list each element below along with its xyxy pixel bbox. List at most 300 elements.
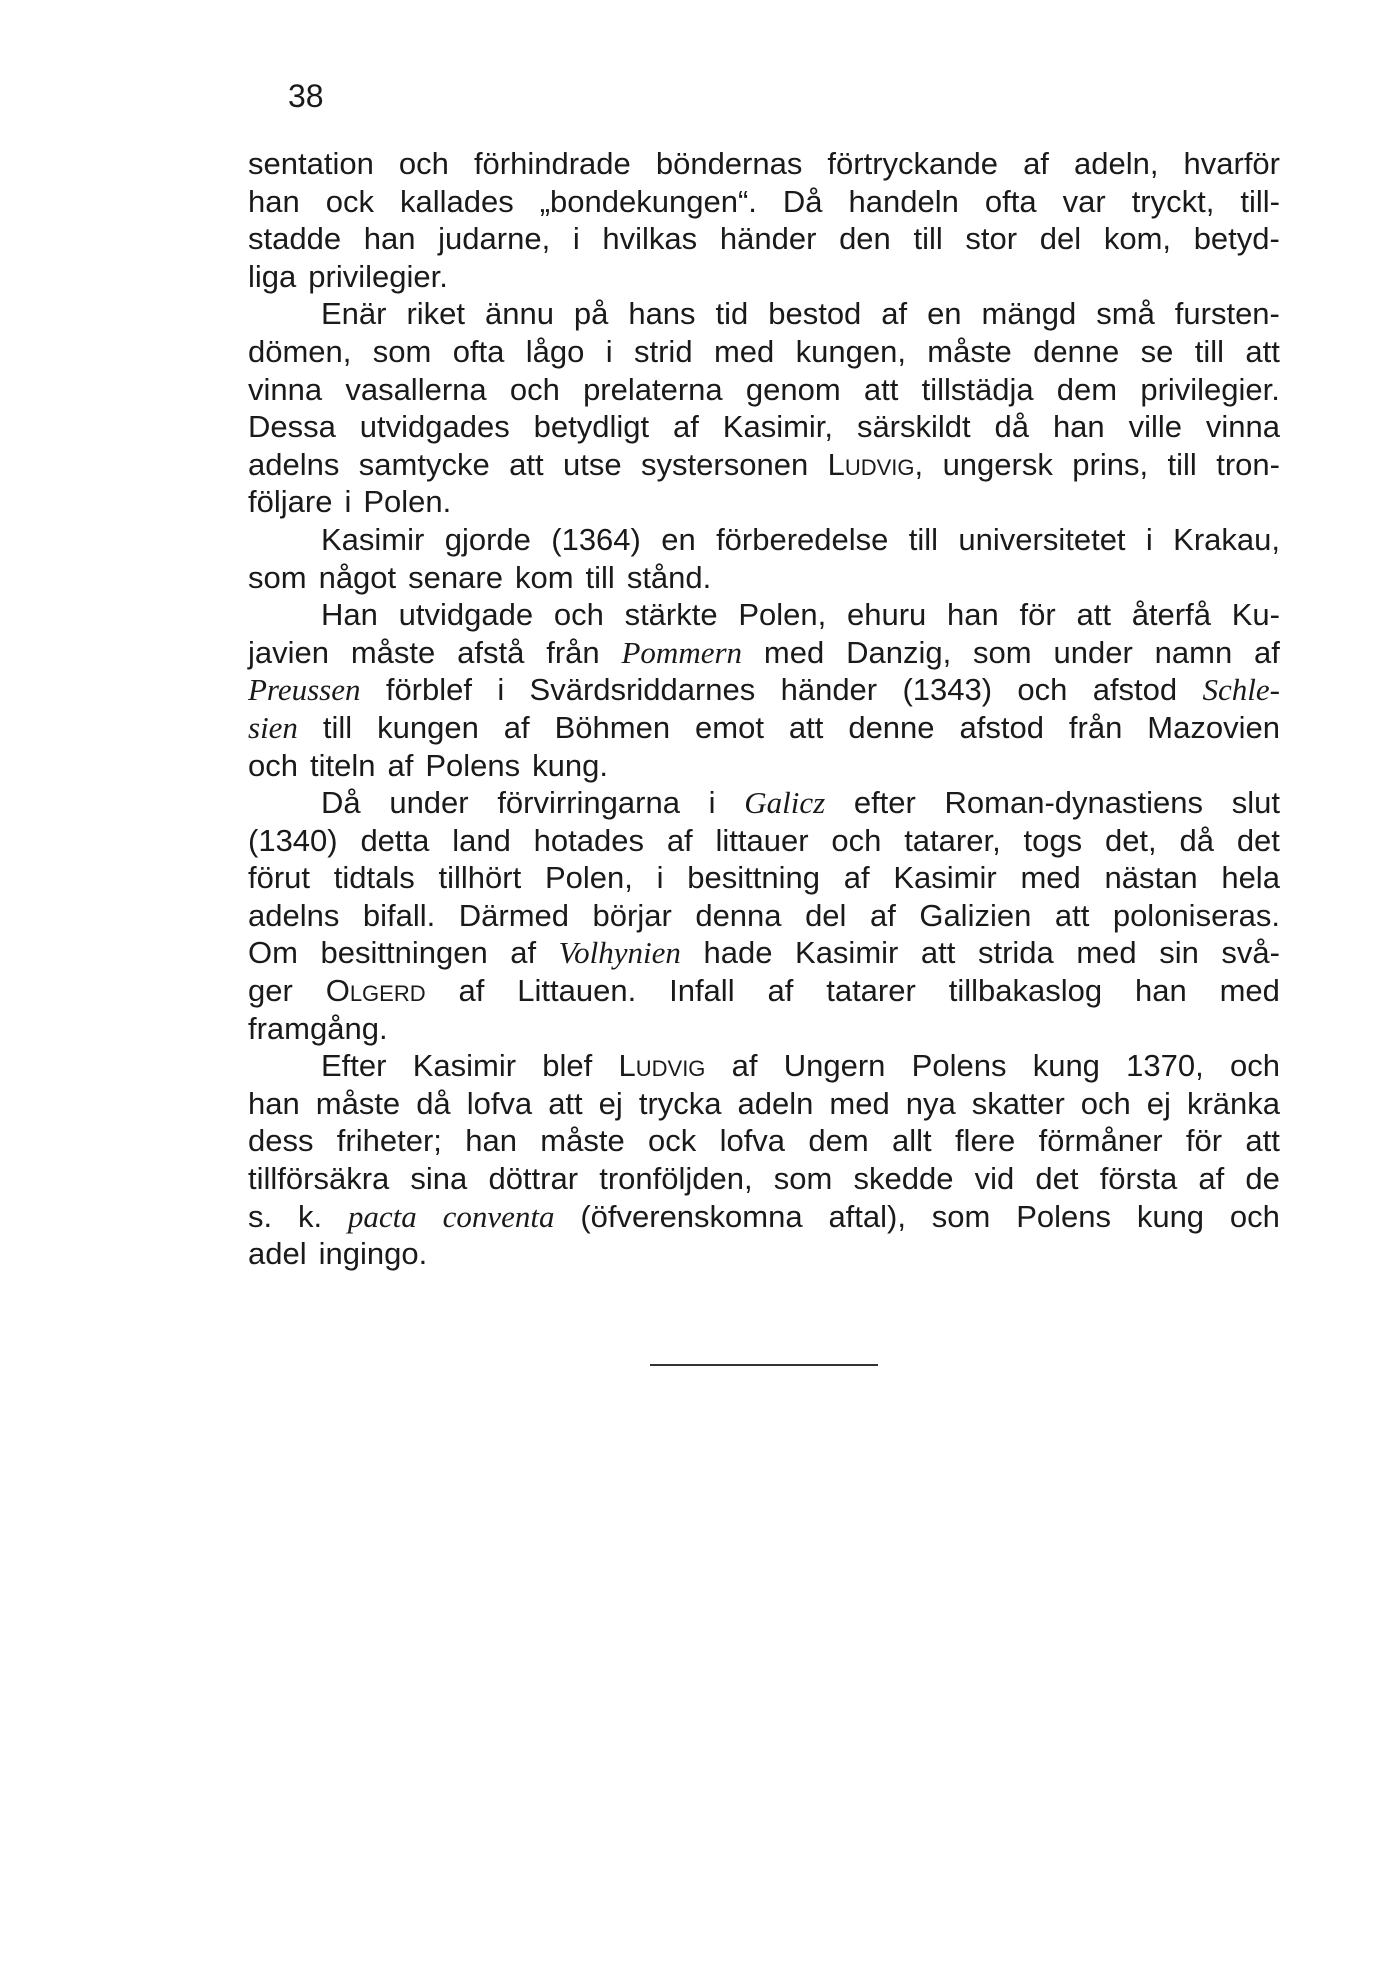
small-caps-name: Ludvig: [618, 1048, 706, 1084]
word: och: [1017, 672, 1068, 708]
text-line: [248, 145, 1280, 183]
text-line: [248, 1235, 1280, 1273]
word: dem: [808, 1123, 869, 1159]
word: Krakau,: [1173, 521, 1280, 557]
word: hotades: [533, 822, 644, 858]
page-number: 38: [288, 78, 324, 114]
word: och: [1229, 1198, 1280, 1234]
word: k.: [297, 1198, 323, 1234]
word: denna: [695, 897, 782, 933]
word: Roman-dynastiens: [944, 785, 1204, 821]
word: hela: [1221, 860, 1280, 896]
word: första: [1099, 1161, 1178, 1197]
word: framgång.: [248, 1010, 388, 1046]
text-line: [248, 822, 1280, 860]
word: dem: [1056, 371, 1118, 407]
word: Enär: [321, 296, 387, 332]
text-line: [248, 859, 1280, 897]
word: i: [656, 860, 664, 896]
word: Efter: [321, 1048, 387, 1084]
text-line: [248, 408, 1280, 446]
word: utse: [563, 446, 622, 482]
word: som: [248, 559, 307, 595]
word: af: [503, 709, 530, 745]
word: med: [1076, 935, 1137, 971]
word: stånd.: [626, 559, 712, 595]
word: till-: [1240, 183, 1280, 219]
word: tillbakaslog: [948, 973, 1103, 1009]
word: af: [1198, 1161, 1225, 1197]
word: slut: [1231, 785, 1280, 821]
word: förtryckande: [827, 146, 998, 181]
word: denne: [848, 709, 935, 745]
word: stor: [965, 221, 1018, 257]
word: att: [509, 446, 544, 482]
word: s.: [248, 1198, 273, 1234]
word: han: [363, 221, 416, 257]
word: ock: [325, 183, 374, 219]
word: det: [1035, 1161, 1079, 1197]
word: littauer: [715, 822, 809, 858]
word: och: [248, 747, 298, 783]
word: af: [387, 747, 414, 783]
word: till: [322, 709, 353, 745]
word: hvarför: [1183, 146, 1280, 181]
word: af: [843, 860, 870, 896]
word: små: [1096, 296, 1155, 332]
word: nästan: [1104, 860, 1198, 896]
text-line: [248, 521, 1280, 559]
text-line: [248, 709, 1280, 747]
word: af: [869, 897, 896, 933]
word: Kasimir: [321, 521, 425, 557]
word: att: [1245, 333, 1280, 369]
word: besittning: [687, 860, 820, 896]
word: vinna: [1205, 409, 1280, 445]
word: stärkte: [624, 597, 718, 633]
word: var: [1062, 183, 1106, 219]
word: lofva: [466, 1085, 533, 1121]
word: som: [372, 333, 432, 369]
word: till: [585, 559, 615, 595]
word: ofta: [452, 333, 505, 369]
word: Ungern: [783, 1048, 886, 1084]
word: skedde: [853, 1161, 954, 1197]
word: hans: [628, 296, 696, 332]
word: förblef: [385, 672, 472, 708]
word: ingingo.: [318, 1236, 428, 1272]
word: gjorde: [444, 521, 531, 557]
word: då: [1179, 822, 1214, 858]
text-line: [248, 295, 1280, 333]
word: nya: [905, 1085, 956, 1121]
word: Littauen.: [517, 973, 637, 1009]
word: af: [767, 973, 794, 1009]
word: som: [931, 1198, 991, 1234]
word: och: [398, 146, 449, 181]
word: och: [831, 822, 882, 858]
word: dömen,: [248, 333, 352, 369]
word: att: [548, 1085, 583, 1121]
word: vinna: [248, 371, 323, 407]
word: att: [1076, 597, 1111, 633]
word: hade: [703, 935, 773, 971]
word: kungen,: [795, 333, 906, 369]
word: (1343): [902, 672, 993, 708]
word: från: [546, 634, 600, 670]
word: den: [839, 221, 891, 257]
word: Polens: [425, 747, 521, 783]
text-line: [248, 371, 1280, 409]
word: kungen: [377, 709, 479, 745]
word: tillförsäkra: [248, 1161, 390, 1197]
end-rule: [650, 1364, 878, 1366]
word: afstod: [1092, 672, 1178, 708]
word: trycka: [638, 1085, 722, 1121]
word: tryckt,: [1131, 183, 1215, 219]
text-line: [248, 972, 1280, 1010]
word: som: [773, 1161, 833, 1197]
word: judarne,: [438, 221, 551, 257]
word: Polen,: [738, 597, 827, 633]
word: han: [465, 1123, 517, 1159]
word: på: [573, 296, 609, 332]
word: fursten-: [1174, 296, 1280, 332]
word: blef: [542, 1048, 593, 1084]
word: Då: [782, 183, 823, 219]
word: förut: [248, 860, 311, 896]
word: tronföljden,: [599, 1161, 753, 1197]
word: del: [805, 897, 847, 933]
word: att: [863, 371, 899, 407]
word: (1364): [551, 521, 641, 557]
word: namn: [1154, 634, 1233, 670]
word: handeln: [848, 183, 959, 219]
word: ock: [648, 1123, 697, 1159]
word: flere: [954, 1123, 1016, 1159]
word: följare: [248, 484, 333, 520]
word: Polen,: [544, 860, 633, 896]
word: återfå: [1131, 597, 1211, 633]
text-line: [248, 671, 1280, 709]
word: till: [908, 521, 939, 557]
text-line: [248, 634, 1280, 672]
word: poloniseras.: [1112, 897, 1280, 933]
word: Polens: [911, 1048, 1007, 1084]
word: med: [1219, 973, 1280, 1009]
word: af: [673, 409, 699, 445]
word: börjar: [592, 897, 672, 933]
word: tatarer: [826, 973, 916, 1009]
word: Om: [248, 935, 298, 971]
word: af: [458, 973, 485, 1009]
word: bestod: [768, 296, 862, 332]
word: allt: [891, 1123, 932, 1159]
word: utvidgades: [359, 409, 510, 445]
word: tidtals: [333, 860, 415, 896]
text-line: [248, 1047, 1280, 1085]
word: Polens: [1016, 1198, 1111, 1234]
word: tatarer,: [904, 822, 1001, 858]
word: afstod: [959, 709, 1044, 745]
word: adelns: [248, 446, 340, 482]
word: till: [913, 221, 943, 257]
word: senare: [408, 559, 503, 595]
word: adeln: [737, 1085, 814, 1121]
word: händer: [719, 221, 817, 257]
word: svå-: [1221, 935, 1280, 971]
word: för: [1185, 1123, 1223, 1159]
word: ej: [598, 1085, 623, 1121]
word: måste: [540, 1123, 625, 1159]
word: lågo: [525, 333, 585, 369]
word: i: [605, 333, 613, 369]
body-text: [248, 145, 1280, 1273]
word: att: [920, 935, 956, 971]
word: att: [1245, 1123, 1280, 1159]
word: ej: [1146, 1085, 1171, 1121]
word: i: [1145, 521, 1153, 557]
word: ungersk: [942, 446, 1053, 482]
word: i: [344, 484, 352, 520]
word: friheter;: [336, 1123, 442, 1159]
word: med: [713, 333, 775, 369]
text-line: [248, 1198, 1280, 1236]
word: strid: [634, 333, 693, 369]
word: måste: [927, 333, 1012, 369]
word: de: [1245, 1161, 1280, 1197]
word: adelns: [248, 897, 340, 933]
text-line: [248, 934, 1280, 972]
word: javien: [248, 634, 329, 670]
word: liga: [248, 258, 297, 294]
text-line: [248, 446, 1280, 484]
text-line: [248, 1160, 1280, 1198]
word: förhindrade: [473, 146, 631, 181]
word: förvirringarna: [497, 785, 680, 821]
word: (öfverenskomna: [580, 1198, 803, 1234]
word: af: [510, 935, 537, 971]
word: hvilkas: [602, 221, 698, 257]
word: tillstädja: [921, 371, 1034, 407]
word: kränka: [1186, 1085, 1280, 1121]
word: han: [947, 597, 999, 633]
text-line: [248, 747, 1280, 785]
word: ehuru: [847, 597, 927, 633]
word: vasallerna: [345, 371, 487, 407]
italic-word: Preussen: [248, 672, 361, 708]
word: privilegier.: [308, 258, 448, 294]
word: kung: [1032, 1048, 1100, 1084]
word: bifall.: [362, 897, 436, 933]
word: detta: [360, 822, 430, 858]
word: utvidgade: [398, 597, 534, 633]
word: och: [1080, 1085, 1131, 1121]
word: af: [1254, 634, 1280, 670]
word: och: [553, 597, 604, 633]
word: togs: [1023, 822, 1083, 858]
italic-word: Galicz: [744, 785, 826, 821]
word: besittningen: [320, 935, 488, 971]
word: sin: [1159, 935, 1199, 971]
italic-word: Pommern: [621, 634, 743, 670]
word: ger: [248, 973, 293, 1009]
word: strida: [977, 935, 1054, 971]
text-line: [248, 784, 1280, 822]
word: han: [1052, 409, 1105, 445]
word: med: [829, 1085, 890, 1121]
text-line: [248, 483, 1280, 521]
word: att: [788, 709, 824, 745]
word: Svärdsriddarnes: [529, 672, 756, 708]
word: i: [497, 672, 505, 708]
word: kallades: [399, 183, 514, 219]
word: från: [1068, 709, 1123, 745]
word: Kasimir: [795, 935, 899, 971]
word: titeln: [309, 747, 376, 783]
word: han: [1134, 973, 1187, 1009]
italic-word: sien: [248, 709, 298, 745]
word: kung: [1136, 1198, 1205, 1234]
word: tillhört: [438, 860, 522, 896]
word: vid: [974, 1161, 1015, 1197]
word: af: [666, 822, 693, 858]
word: tid: [715, 296, 749, 332]
word: prins,: [1072, 446, 1149, 482]
word: kom,: [1103, 221, 1172, 257]
word: betyd-: [1193, 221, 1280, 257]
word: till: [1194, 333, 1225, 369]
word: till: [1167, 446, 1197, 482]
word: något: [318, 559, 397, 595]
word: se: [1140, 333, 1174, 369]
word: land: [452, 822, 511, 858]
word: Infall: [669, 973, 735, 1009]
text-line: [248, 897, 1280, 935]
word: händer: [780, 672, 878, 708]
text-line: [248, 559, 1280, 597]
word: adeln,: [1073, 146, 1159, 181]
word: under: [389, 785, 469, 821]
word: Kasimir: [893, 860, 997, 896]
word: Mazovien: [1147, 709, 1280, 745]
word: för: [1019, 597, 1056, 633]
word: Han: [321, 597, 378, 633]
word: förberedelse: [716, 521, 889, 557]
word: med: [1020, 860, 1081, 896]
word: måste: [315, 1085, 401, 1121]
word: dess: [248, 1123, 314, 1159]
word: böndernas: [655, 146, 803, 181]
word: Danzig,: [846, 634, 952, 670]
word: en: [661, 521, 696, 557]
word: särskildt: [856, 409, 971, 445]
word: att: [1054, 897, 1090, 933]
word: efter: [853, 785, 916, 821]
word: då: [416, 1085, 451, 1121]
word: genom: [745, 371, 841, 407]
word: förmåner: [1038, 1123, 1163, 1159]
text-line: [248, 258, 1280, 296]
word: i: [572, 221, 580, 257]
word: måste: [350, 634, 436, 670]
word: af: [881, 296, 908, 332]
word: det,: [1104, 822, 1157, 858]
text-line: [248, 220, 1280, 258]
word: afstå: [457, 634, 525, 670]
word: emot: [695, 709, 764, 745]
word: döttrar: [488, 1161, 579, 1197]
word: betydligt: [533, 409, 650, 445]
word: Ku-: [1231, 597, 1280, 633]
word: systersonen: [641, 446, 809, 482]
word: då: [994, 409, 1030, 445]
word: samtycke: [358, 446, 490, 482]
word: af: [731, 1048, 758, 1084]
word: ännu: [484, 296, 554, 332]
word: prelaterna: [583, 371, 723, 407]
word: sina: [410, 1161, 468, 1197]
word: Böhmen: [554, 709, 671, 745]
text-line: [248, 183, 1280, 221]
word: af: [1023, 146, 1049, 181]
word: i: [708, 785, 716, 821]
word: det: [1236, 822, 1280, 858]
word: lofva: [719, 1123, 786, 1159]
word: „bondekungen“.: [539, 183, 757, 219]
word: Polen.: [363, 484, 452, 520]
word: Kasimir: [412, 1048, 517, 1084]
word: han: [248, 1085, 300, 1121]
word: Då: [321, 785, 361, 821]
text-line: [248, 1085, 1280, 1123]
word: Galizien: [919, 897, 1032, 933]
italic-word: Volhynien: [558, 935, 681, 971]
italic-word: conventa: [442, 1198, 555, 1234]
italic-word: pacta: [347, 1198, 417, 1234]
word: sentation: [248, 146, 374, 181]
word: skatter: [971, 1085, 1065, 1121]
word: stadde: [248, 221, 342, 257]
word: kung.: [532, 747, 608, 783]
word: universitetet: [958, 521, 1126, 557]
word: Därmed: [458, 897, 570, 933]
text-line: [248, 1122, 1280, 1160]
word: ofta: [984, 183, 1037, 219]
word: (1340): [248, 822, 338, 858]
word: privilegier.: [1140, 371, 1280, 407]
word: och: [509, 371, 560, 407]
word: han: [248, 183, 300, 219]
italic-word: Schle-: [1202, 672, 1280, 708]
word: en: [927, 296, 962, 332]
text-line: [248, 1010, 1280, 1048]
text-line: [248, 333, 1280, 371]
word: denne: [1033, 333, 1120, 369]
word: aftal),: [828, 1198, 906, 1234]
word: 1370,: [1126, 1048, 1204, 1084]
word: som: [973, 634, 1032, 670]
word: del: [1039, 221, 1082, 257]
small-caps-name: Olgerd: [325, 973, 426, 1009]
word: mängd: [981, 296, 1077, 332]
word: Dessa: [248, 409, 336, 445]
word: och: [1229, 1048, 1280, 1084]
word: Kasimir,: [722, 409, 834, 445]
word: adel: [248, 1236, 307, 1272]
word: tron-: [1216, 446, 1280, 482]
word: kom: [514, 559, 574, 595]
